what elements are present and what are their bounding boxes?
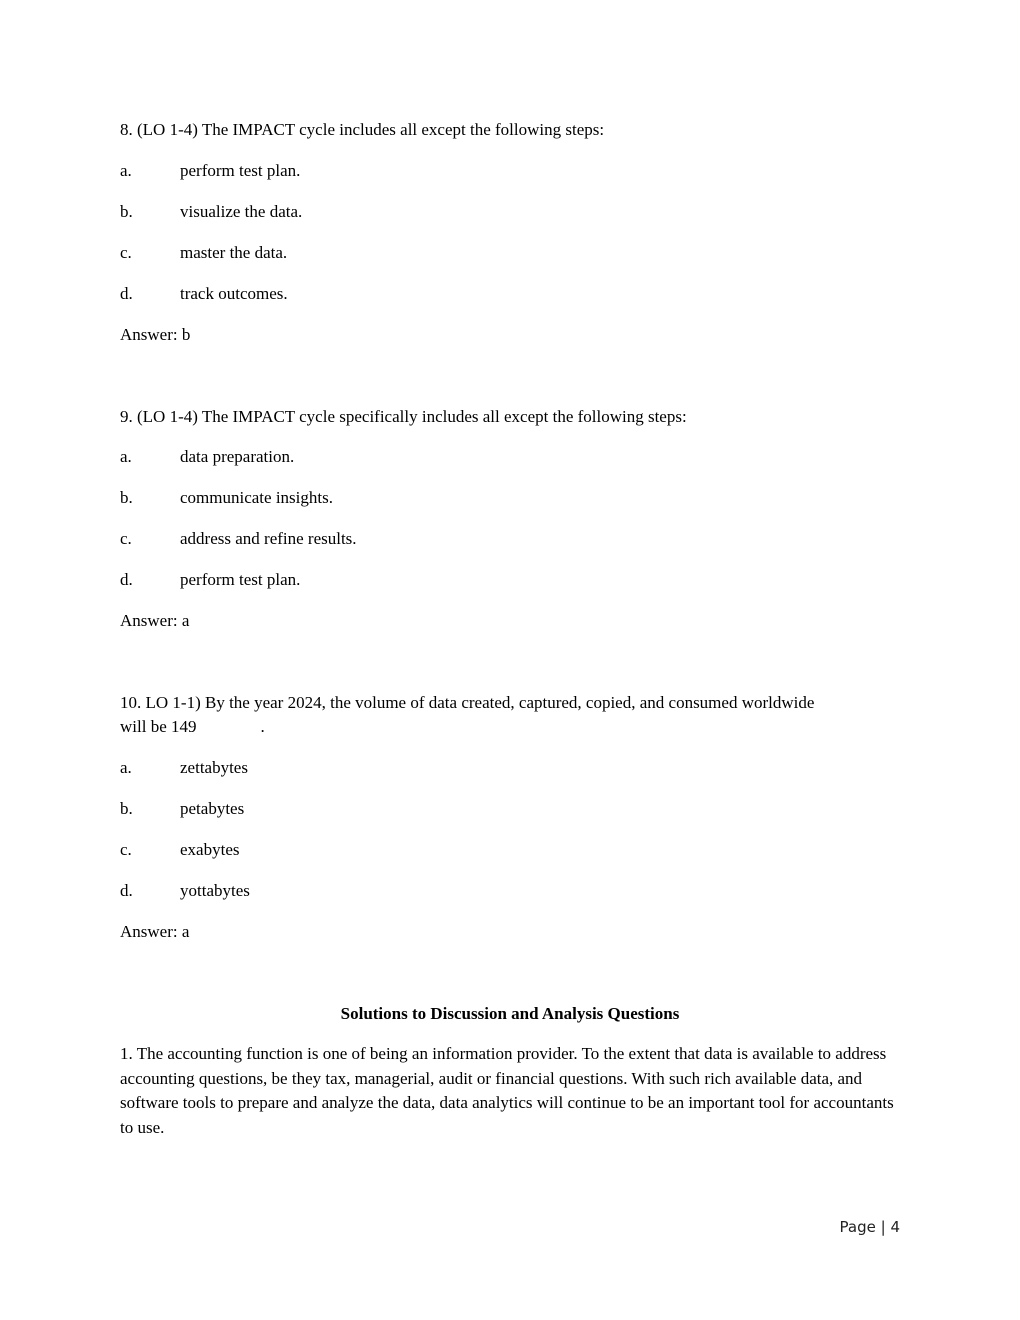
question-10-option-b-letter: b. (120, 799, 133, 818)
question-8-option-d-text: track outcomes. (180, 284, 288, 303)
question-8-option-b-letter: b. (120, 202, 133, 221)
question-10-stem-start: will be 149 (120, 717, 197, 736)
question-10-stem-line-2 (120, 717, 265, 737)
question-8-option-a-text: perform test plan. (180, 161, 301, 180)
question-8-option-a-letter: a. (120, 161, 132, 180)
question-10-option-d-letter: d. (120, 881, 133, 900)
question-8-stem: 8. (LO 1-4) The IMPACT cycle includes all except the following steps: (120, 120, 605, 139)
question-10-answer: Answer: a (120, 922, 190, 941)
question-10-stem-line-1: 10. LO 1-1) By the year 2024, the volume of data created, captured, copied, and consumed worldwide (120, 693, 815, 712)
question-8-answer: Answer: b (120, 325, 191, 344)
question-10-option-c-text: exabytes (180, 840, 240, 859)
section-heading: Solutions to Discussion and Analysis Questions (340, 1004, 680, 1023)
question-9-answer: Answer: a (120, 611, 190, 630)
question-9-option-b-letter: b. (120, 488, 133, 507)
question-8-option-d-letter: d. (120, 284, 133, 303)
question-9-option-a-letter: a. (120, 447, 132, 466)
question-9-option-b-text: communicate insights. (180, 488, 333, 507)
question-10-option-c-letter: c. (120, 840, 132, 859)
question-9-option-a-text: data preparation. (180, 447, 295, 466)
question-10-option-a-letter: a. (120, 758, 132, 777)
question-9-option-d-text: perform test plan. (180, 570, 301, 589)
discussion-answer-1: 1. The accounting function is one of being an information provider. To the extent that data is available to address accounting questions, be they tax, managerial, audit or financial questions. With such rich available data, and software tools to prepare and analyze the data, data analytics will continue to be an important tool for accountants to use. (120, 1044, 894, 1137)
question-10-option-a-text: zettabytes (180, 758, 248, 777)
question-8-option-b-text: visualize the data. (180, 202, 303, 221)
question-9-option-c-text: address and refine results. (180, 529, 357, 548)
question-10-stem-end: . (260, 717, 265, 736)
question-10-option-b-text: petabytes (180, 799, 245, 818)
question-9-option-d-letter: d. (120, 570, 133, 589)
question-10-option-d-text: yottabytes (180, 881, 250, 900)
question-8-option-c-text: master the data. (180, 243, 288, 262)
question-9-option-c-letter: c. (120, 529, 132, 548)
question-8-option-c-letter: c. (120, 243, 132, 262)
page-number: Page | 4 (839, 1218, 900, 1236)
question-9-stem: 9. (LO 1-4) The IMPACT cycle specifically includes all except the following steps: (120, 407, 687, 426)
